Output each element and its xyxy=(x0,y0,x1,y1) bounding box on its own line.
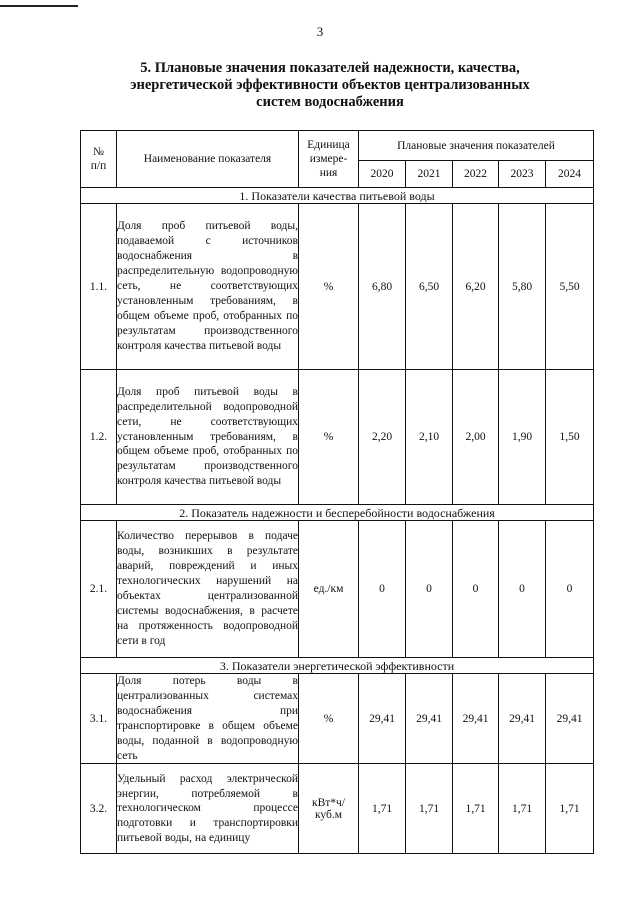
unit-line-1: кВт*ч/ xyxy=(311,796,345,809)
value-cell: 6,20 xyxy=(453,204,499,370)
table-row xyxy=(81,521,594,658)
title-line-3: систем водоснабжения xyxy=(256,94,404,110)
unit-cell: ед./км xyxy=(299,521,359,658)
year-header: 2021 xyxy=(406,161,453,188)
value-cell: 0 xyxy=(406,521,453,658)
section-row xyxy=(81,658,594,674)
row-number: 3.2. xyxy=(81,764,117,854)
row-number: 3.1. xyxy=(81,674,117,764)
value-cell: 1,71 xyxy=(359,764,406,854)
value-cell: 2,10 xyxy=(406,370,453,505)
value-cell: 29,41 xyxy=(453,674,499,764)
value-cell: 5,50 xyxy=(546,204,594,370)
unit-cell xyxy=(299,764,359,854)
value-cell: 2,00 xyxy=(453,370,499,505)
value-cell: 1,71 xyxy=(499,764,546,854)
header-unit-line3: ния xyxy=(319,167,338,179)
table-row xyxy=(81,764,594,854)
unit-cell: % xyxy=(299,370,359,505)
row-number: 2.1. xyxy=(81,521,117,658)
year-header: 2022 xyxy=(453,161,499,188)
value-cell: 1,71 xyxy=(406,764,453,854)
header-name: Наименование показателя xyxy=(117,131,299,188)
title-line-2: энергетической эффективности объектов централизованных xyxy=(130,77,530,93)
value-cell: 0 xyxy=(453,521,499,658)
header-unit-line1: Единица xyxy=(307,139,350,151)
value-cell: 6,80 xyxy=(359,204,406,370)
indicators-table xyxy=(80,130,594,854)
header-unit-line2: измере- xyxy=(309,153,348,165)
unit-cell: % xyxy=(299,204,359,370)
header-num-line2: п/п xyxy=(90,160,107,172)
value-cell: 2,20 xyxy=(359,370,406,505)
year-header: 2023 xyxy=(499,161,546,188)
value-cell: 1,71 xyxy=(546,764,594,854)
value-cell: 1,50 xyxy=(546,370,594,505)
value-cell: 6,50 xyxy=(406,204,453,370)
year-header: 2024 xyxy=(546,161,594,188)
value-cell: 1,71 xyxy=(453,764,499,854)
indicator-name: Доля потерь воды в централизованных системах водоснабжения при транспортировке в общем объеме воды, поданной в водопроводную сеть xyxy=(117,674,299,764)
value-cell: 29,41 xyxy=(499,674,546,764)
value-cell: 0 xyxy=(359,521,406,658)
section-header: 3. Показатели энергетической эффективности xyxy=(81,658,594,674)
year-header: 2020 xyxy=(359,161,406,188)
table-row xyxy=(81,674,594,764)
table-row xyxy=(81,370,594,505)
header-num-line1: № xyxy=(93,146,104,158)
section-header: 2. Показатель надежности и бесперебойности водоснабжения xyxy=(81,505,594,521)
section-row xyxy=(81,188,594,204)
indicator-name: Удельный расход электрической энергии, потребляемой в технологическом процессе подготовки и транспортировки питьевой воды, на единицу xyxy=(117,764,299,854)
section-row xyxy=(81,505,594,521)
page-number: 3 xyxy=(316,24,324,39)
header-unit xyxy=(299,131,359,188)
unit-cell: % xyxy=(299,674,359,764)
value-cell: 29,41 xyxy=(406,674,453,764)
header-num xyxy=(81,131,117,188)
corner-mark xyxy=(0,5,78,7)
value-cell: 5,80 xyxy=(499,204,546,370)
section-header: 1. Показатели качества питьевой воды xyxy=(81,188,594,204)
value-cell: 1,90 xyxy=(499,370,546,505)
value-cell: 0 xyxy=(499,521,546,658)
indicator-name: Количество перерывов в подаче воды, возникших в результате аварий, повреждений и иных технологических нарушений на объектах централизованной системы водоснабжения, в расчете на протяженность водопроводной сети в год xyxy=(117,521,299,658)
indicator-name: Доля проб питьевой воды, подаваемой с источников водоснабжения в распределительную водопроводную сеть, не соответствующих установленным требованиям, в общем объеме проб, отобранных по результатам производственного контроля качества питьевой воды xyxy=(117,204,299,370)
row-number: 1.1. xyxy=(81,204,117,370)
section-title xyxy=(110,60,550,111)
indicator-name: Доля проб питьевой воды в распределительной водопроводной сети, не соответствующих установленным требованиям, в общем объеме проб, отобранных по результатам производственного контроля качества питьевой воды xyxy=(117,370,299,505)
value-cell: 29,41 xyxy=(359,674,406,764)
value-cell: 29,41 xyxy=(546,674,594,764)
unit-line-2: куб.м xyxy=(314,808,343,821)
title-line-1: 5. Плановые значения показателей надежности, качества, xyxy=(140,60,520,76)
value-cell: 0 xyxy=(546,521,594,658)
header-row xyxy=(81,131,594,161)
table-row xyxy=(81,204,594,370)
row-number: 1.2. xyxy=(81,370,117,505)
header-planned-values: Плановые значения показателей xyxy=(359,131,594,161)
